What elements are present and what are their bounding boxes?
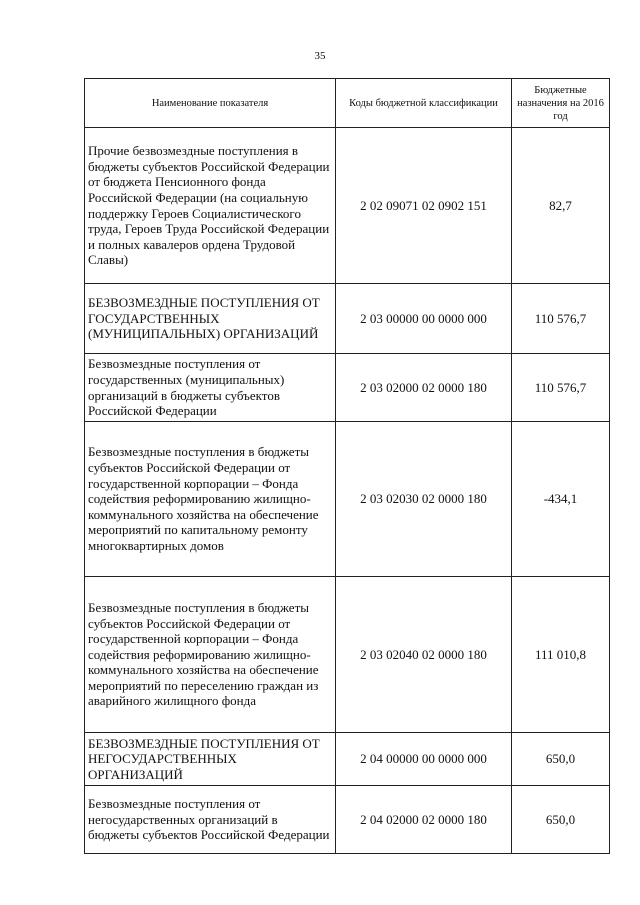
row-name: Безвозмездные поступления от государственных (муниципальных) организаций в бюджеты субъектов Российской Федерации [85, 354, 336, 422]
header-value: Бюджетные назначения на 2016 год [512, 79, 610, 128]
header-code: Коды бюджетной классификации [336, 79, 512, 128]
row-code: 2 03 02000 02 0000 180 [336, 354, 512, 422]
row-code: 2 04 02000 02 0000 180 [336, 786, 512, 854]
row-name: Безвозмездные поступления от негосударственных организаций в бюджеты субъектов Российской Федерации [85, 786, 336, 854]
row-value: -434,1 [512, 422, 610, 577]
row-name: БЕЗВОЗМЕЗДНЫЕ ПОСТУПЛЕНИЯ ОТ ГОСУДАРСТВЕННЫХ (МУНИЦИПАЛЬНЫХ) ОРГАНИЗАЦИЙ [85, 284, 336, 354]
row-value: 110 576,7 [512, 354, 610, 422]
page-number: 35 [314, 50, 326, 62]
table-row [85, 577, 610, 733]
table-row [85, 786, 610, 854]
header-row [85, 79, 610, 128]
table-row [85, 354, 610, 422]
table-body [85, 128, 610, 854]
table-row [85, 733, 610, 786]
row-code: 2 04 00000 00 0000 000 [336, 733, 512, 786]
table-row [85, 422, 610, 577]
row-value: 110 576,7 [512, 284, 610, 354]
row-value: 82,7 [512, 128, 610, 284]
budget-table [84, 78, 610, 854]
table-row [85, 128, 610, 284]
row-code: 2 03 02030 02 0000 180 [336, 422, 512, 577]
row-code: 2 03 02040 02 0000 180 [336, 577, 512, 733]
row-name: Прочие безвозмездные поступления в бюджеты субъектов Российской Федерации от бюджета Пенсионного фонда Российской Федерации (на социальную поддержку Героев Социалистического труда, Героев Труда Российской Федерации и полных кавалеров ордена Трудовой Славы) [85, 128, 336, 284]
row-name: БЕЗВОЗМЕЗДНЫЕ ПОСТУПЛЕНИЯ ОТ НЕГОСУДАРСТВЕННЫХ ОРГАНИЗАЦИЙ [85, 733, 336, 786]
row-value: 111 010,8 [512, 577, 610, 733]
header-name: Наименование показателя [85, 79, 336, 128]
row-code: 2 02 09071 02 0902 151 [336, 128, 512, 284]
row-code: 2 03 00000 00 0000 000 [336, 284, 512, 354]
table-header [85, 79, 610, 128]
row-name: Безвозмездные поступления в бюджеты субъектов Российской Федерации от государственной корпорации – Фонда содействия реформированию жилищно-коммунального хозяйства на обеспечение мероприятий по переселению граждан из аварийного жилищного фонда [85, 577, 336, 733]
table-row [85, 284, 610, 354]
row-value: 650,0 [512, 733, 610, 786]
row-value: 650,0 [512, 786, 610, 854]
row-name: Безвозмездные поступления в бюджеты субъектов Российской Федерации от государственной корпорации – Фонда содействия реформированию жилищно-коммунального хозяйства на обеспечение мероприятий по капитальному ремонту многоквартирных домов [85, 422, 336, 577]
